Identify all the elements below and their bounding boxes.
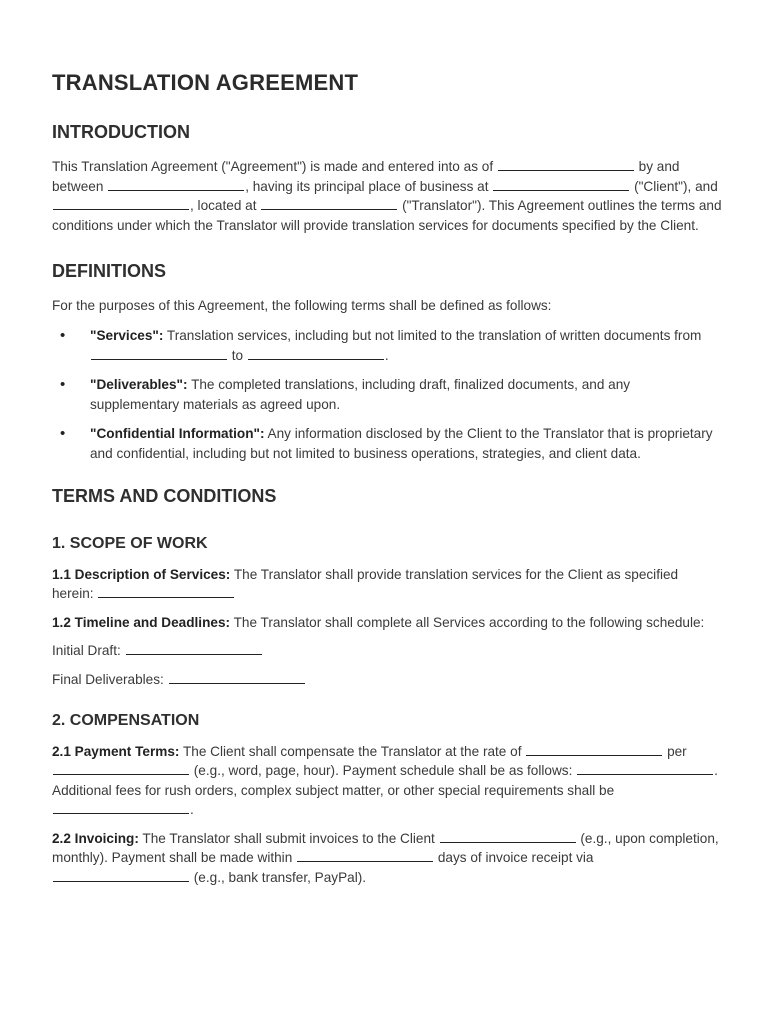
services-specification-blank[interactable]	[98, 584, 234, 598]
document-title: TRANSLATION AGREEMENT	[52, 70, 359, 95]
terms-heading: TERMS AND CONDITIONS	[52, 485, 277, 506]
compensation-heading: 2. COMPENSATION	[52, 711, 200, 729]
definitions-intro: For the purposes of this Agreement, the following terms shall be defined as follows:	[52, 298, 552, 314]
introduction-paragraph: This Translation Agreement ("Agreement") is made and entered into as of by and between , having its principal place of business at ("Client"), and , located at ("Translator"). This Agreement outlines the terms and conditions under which the Translator will provide translation services for documents specified by the Client.	[52, 159, 722, 233]
client-address-blank[interactable]	[493, 177, 629, 191]
initial-draft-line: Initial Draft:	[52, 641, 722, 661]
payment-method-blank[interactable]	[53, 868, 189, 882]
initial-draft-blank[interactable]	[126, 641, 262, 655]
rate-blank[interactable]	[526, 742, 662, 756]
payment-schedule-blank[interactable]	[577, 761, 713, 775]
timeline-paragraph: 1.2 Timeline and Deadlines: The Translator shall complete all Services according to the following schedule:	[52, 614, 705, 630]
agreement-date-blank[interactable]	[498, 157, 634, 171]
payment-terms-paragraph: 2.1 Payment Terms: The Client shall compensate the Translator at the rate of per (e.g., word, page, hour). Payment schedule shall be as follows: . Additional fees for rush orders, complex subject matter, or other special requirements shall be .	[52, 743, 718, 818]
translator-address-blank[interactable]	[261, 196, 397, 210]
list-item: • "Services": Translation services, including but not limited to the translation of written documents from to .	[52, 326, 722, 365]
list-item: • "Confidential Information": Any information disclosed by the Client to the Translator that is proprietary and confidential, including but not limited to business operations, strategies, and client data.	[52, 424, 722, 463]
target-language-blank[interactable]	[248, 346, 384, 360]
introduction-heading: INTRODUCTION	[52, 122, 190, 142]
scope-description-paragraph: 1.1 Description of Services: The Translator shall provide translation services for the Client as specified herein:	[52, 566, 679, 602]
payment-days-blank[interactable]	[297, 848, 433, 862]
client-name-blank[interactable]	[108, 177, 244, 191]
definitions-list	[52, 326, 722, 464]
translator-name-blank[interactable]	[53, 196, 189, 210]
source-language-blank[interactable]	[91, 346, 227, 360]
definitions-heading: DEFINITIONS	[52, 261, 167, 282]
scope-heading: 1. SCOPE OF WORK	[52, 534, 208, 552]
list-item: • "Deliverables": The completed translations, including draft, finalized documents, and any supplementary materials as agreed upon.	[52, 375, 722, 414]
invoicing-paragraph: 2.2 Invoicing: The Translator shall submit invoices to the Client (e.g., upon completion, monthly). Payment shall be made within days of invoice receipt via (e.g., bank transfer, PayPal).	[52, 830, 719, 886]
final-deliverables-line: Final Deliverables:	[52, 670, 722, 690]
special-requirements-blank[interactable]	[53, 800, 189, 814]
invoice-timing-blank[interactable]	[440, 829, 576, 843]
rate-unit-blank[interactable]	[53, 761, 189, 775]
final-deliverables-blank[interactable]	[169, 670, 305, 684]
